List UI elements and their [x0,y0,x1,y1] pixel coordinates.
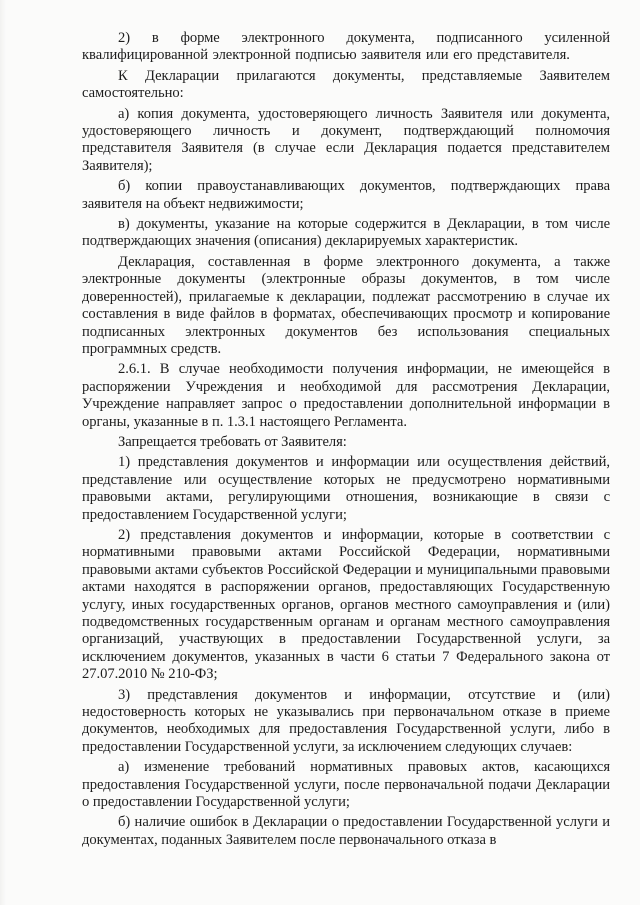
paragraph-attached-documents: К Декларации прилагаются документы, представляемые Заявителем самостоятельно: [82,67,610,102]
scan-edge-shadow [0,0,6,905]
paragraph-item-b-title-docs: б) копии правоустанавливающих документов, подтверждающих права заявителя на объект недвижимости; [82,178,610,212]
paragraph-2-6-1: 2.6.1. В случае необходимости получения информации, не имеющейся в распоряжении Учреждения и необходимой для рассмотрения Декларации, Учреждение направляет запрос о предоставлении дополнительной информации в органы, указанные в п. 1.3.1 настоящего Регламента. [82,361,610,430]
paragraph-prohibited-2: 2) представления документов и информации, которые в соответствии с нормативными правовыми актами Российской Федерации, нормативными правовыми актами субъектов Российской Федерации и муниципальными правовыми актами находятся в распоряжении органов, предоставляющих Государственную услугу, иных государственных органов, органов местного самоуправления и (или) подведомственных государственным органам и органам местного самоуправления организаций, участвующих в предоставлении Государственной услуги, за исключением документов, указанных в части 6 статьи 7 Федерального закона от 27.07.2010 № 210-ФЗ; [82,526,610,683]
paragraph-case-b: б) наличие ошибок в Декларации о предоставлении Государственной услуги и документах, поданных Заявителем после первоначального отказа в [82,814,610,848]
paragraph-item-a-identity: а) копия документа, удостоверяющего личность Заявителя или документа, удостоверяющего личность и документ, подтверждающий полномочия представителя Заявителя (в случае если Декларация подается представителем Заявителя); [82,105,610,174]
paragraph-prohibited-3: 3) представления документов и информации, отсутствие и (или) недостоверность которых не указывались при первоначальном отказе в приеме документов, необходимых для предоставления Государственной услуги, либо в предоставлении Государственной услуги, за исключением следующих случаев: [82,686,610,755]
paragraph-prohibited-heading: Запрещается требовать от Заявителя: [118,433,347,450]
paragraph-electronic-declaration: Декларация, составленная в форме электронного документа, а также электронные документы (электронные образы документов, в том числе доверенностей), прилагаемые к декларации, подлежат рассмотрению в случае их составления в виде файлов в форматах, обеспечивающих просмотр и копирование подписанных электронных документов без использования специальных программных средств. [82,253,610,357]
paragraph-case-a: а) изменение требований нормативных правовых актов, касающихся предоставления Государственной услуги, после первоначальной подачи Декларации о предоставлении Государственной услуги; [82,759,610,811]
paragraph-electronic-form: 2) в форме электронного документа, подписанного усиленной квалифицированной электронной подписью заявителя или его представителя. [82,30,610,64]
paragraph-item-v-declaration-docs: в) документы, указание на которые содержится в Декларации, в том числе подтверждающих значения (описания) декларируемых характеристик. [82,216,610,250]
paragraph-prohibited-1: 1) представления документов и информации или осуществления действий, представление или осуществление которых не предусмотрено нормативными правовыми актами, регулирующими отношения, возникающие в связи с предоставлением Государственной услуги; [82,454,610,523]
